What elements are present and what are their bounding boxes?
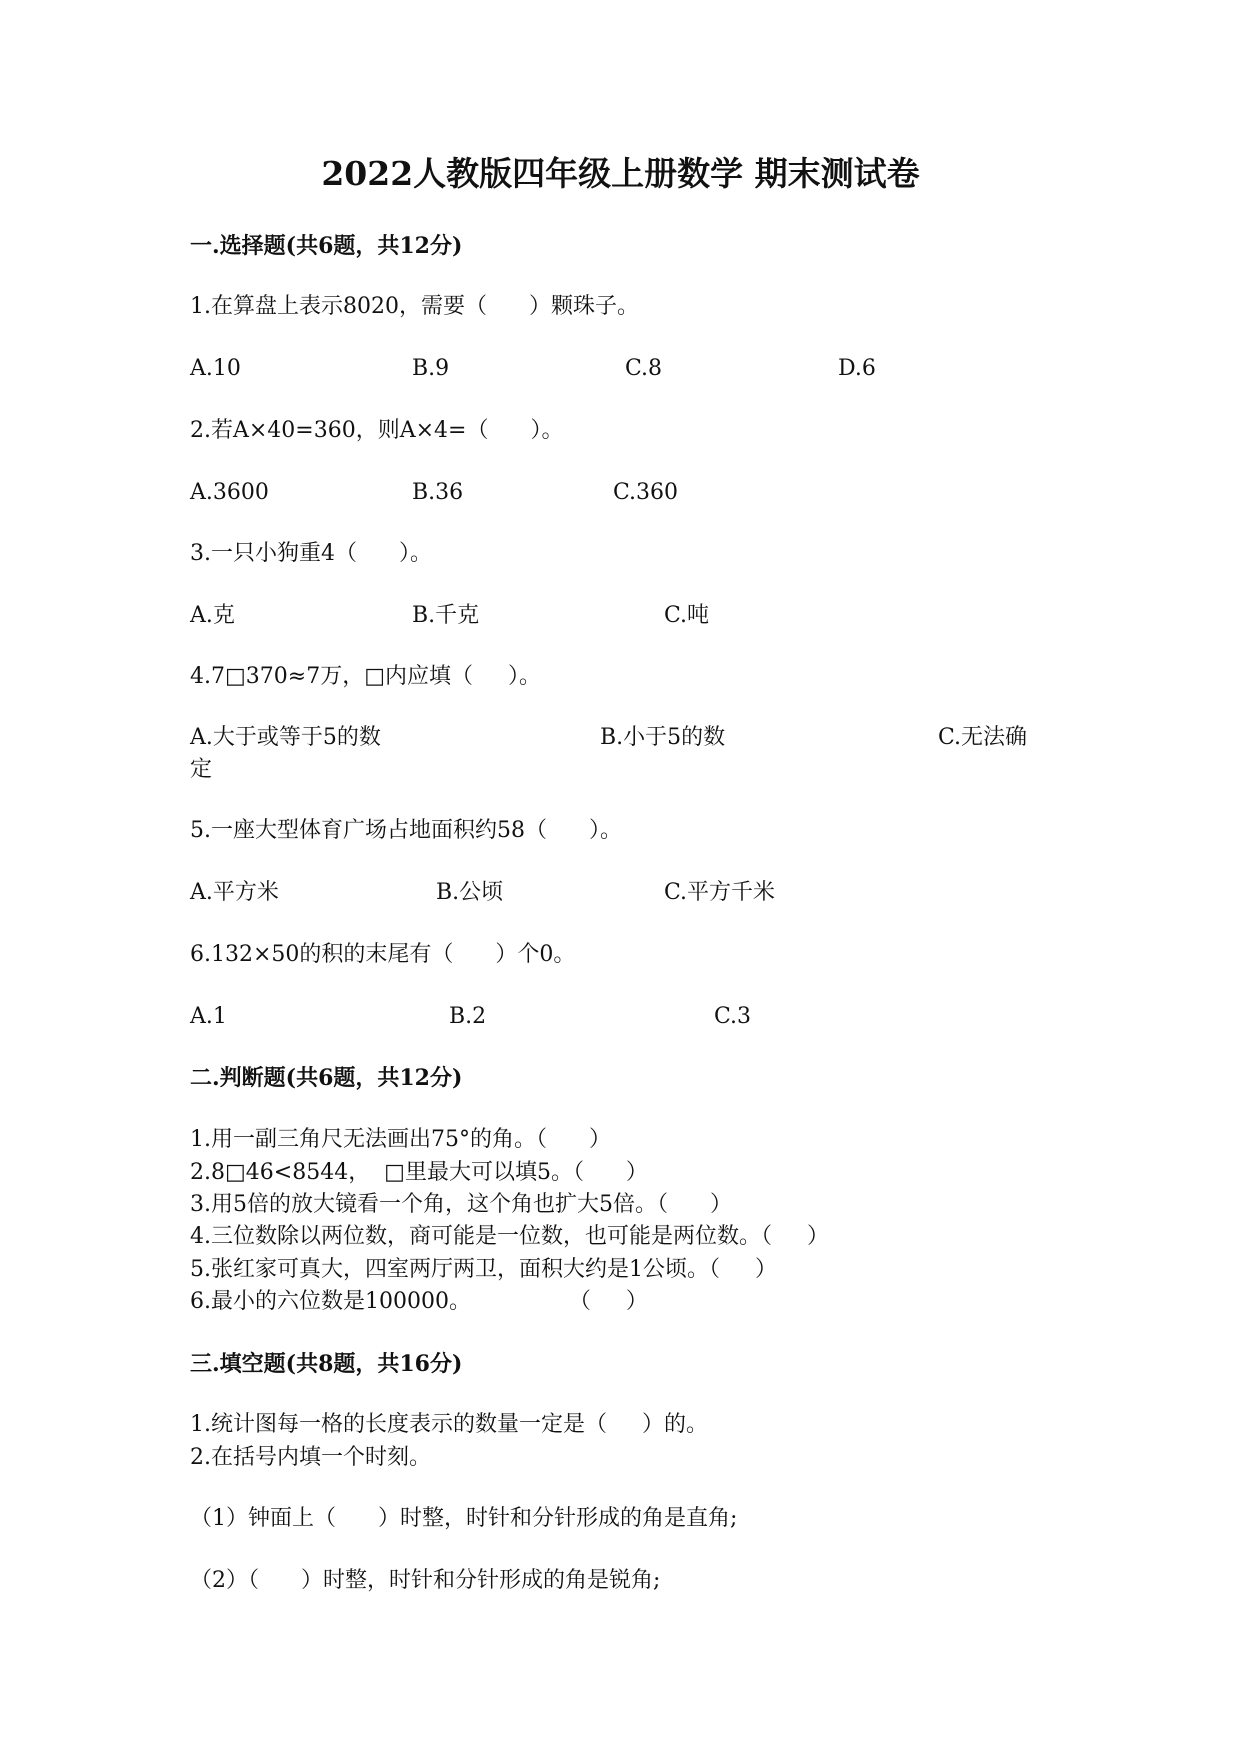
option-a: A.大于或等于5的数	[190, 725, 381, 750]
fill-subitem: （2）（ ）时整，时针和分针形成的角是锐角;	[190, 1568, 661, 1593]
judge-item: 1.用一副三角尺无法画出75°的角。（ ）	[190, 1127, 611, 1152]
option-a: A.1	[190, 1004, 227, 1029]
judge-item: 5.张红家可真大，四室两厅两卫，面积大约是1公顷。（ ）	[190, 1257, 777, 1282]
judge-item: 3.用5倍的放大镜看一个角，这个角也扩大5倍。（ ）	[190, 1192, 732, 1217]
option-c: C.无法确	[938, 725, 1028, 750]
option-b: B.小于5的数	[600, 725, 726, 750]
section-heading-choice: 一.选择题(共6题，共12分)	[190, 233, 463, 259]
fill-item: 2.在括号内填一个时刻。	[190, 1445, 431, 1470]
option-c: C.平方千米	[664, 880, 776, 905]
option-a: A.克	[190, 603, 235, 628]
option-b: B.千克	[412, 603, 480, 628]
option-b: B.公顷	[436, 880, 504, 905]
option-c: C.360	[613, 480, 679, 505]
judge-item: 6.最小的六位数是100000。 （ ）	[190, 1289, 648, 1314]
question-stem: 2.若A×40=360，则A×4=（ ）。	[190, 418, 564, 443]
option-b: B.9	[412, 356, 450, 381]
option-b: B.36	[412, 480, 464, 505]
option-c: C.吨	[664, 603, 710, 628]
question-stem: 6.132×50的积的末尾有（ ）个0。	[190, 942, 576, 967]
question-stem: 4.7□370≈7万，□内应填（ ）。	[190, 664, 541, 689]
option-b: B.2	[449, 1004, 487, 1029]
judge-item: 2.8□46<8544， □里最大可以填5。（ ）	[190, 1160, 648, 1185]
section-heading-fill: 三.填空题(共8题，共16分)	[190, 1351, 463, 1377]
option-c: C.3	[714, 1004, 752, 1029]
option-a: A.10	[190, 356, 241, 381]
page-title: 2022人教版四年级上册数学 期末测试卷	[321, 154, 920, 193]
question-stem: 3.一只小狗重4（ ）。	[190, 541, 432, 566]
option-a: A.3600	[190, 480, 269, 505]
fill-item: 1.统计图每一格的长度表示的数量一定是（ ）的。	[190, 1412, 708, 1437]
question-stem: 1.在算盘上表示8020，需要（ ）颗珠子。	[190, 294, 639, 319]
fill-subitem: （1）钟面上（ ）时整，时针和分针形成的角是直角;	[190, 1506, 738, 1531]
option-c: C.8	[625, 356, 663, 381]
option-continuation: 定	[190, 757, 213, 782]
option-d: D.6	[838, 356, 876, 381]
section-heading-judge: 二.判断题(共6题，共12分)	[190, 1065, 463, 1091]
option-a: A.平方米	[190, 880, 279, 905]
question-stem: 5.一座大型体育广场占地面积约58（ ）。	[190, 818, 622, 843]
judge-item: 4.三位数除以两位数，商可能是一位数，也可能是两位数。（ ）	[190, 1224, 829, 1249]
